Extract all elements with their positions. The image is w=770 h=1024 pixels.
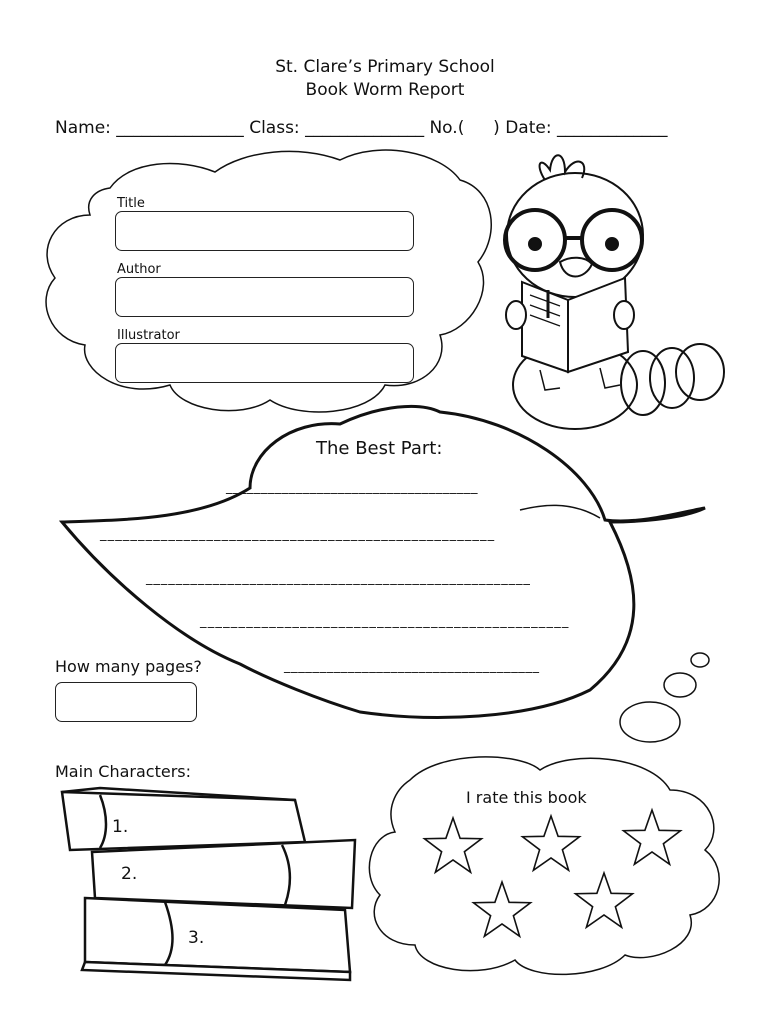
rating-star-4[interactable] bbox=[474, 882, 531, 936]
date-field[interactable]: _____________ bbox=[556, 118, 668, 138]
book-stack bbox=[62, 788, 355, 980]
best-part-line-3[interactable]: ____________________________________________________ bbox=[146, 571, 531, 586]
character-2-number[interactable]: 2. bbox=[121, 864, 138, 884]
author-label: Author bbox=[117, 262, 161, 277]
pages-label: How many pages? bbox=[55, 657, 202, 676]
date-label: Date: bbox=[505, 118, 552, 138]
number-label: No.( bbox=[429, 118, 465, 138]
rating-star-5[interactable] bbox=[576, 873, 633, 927]
best-part-line-5[interactable]: ____________________________________ bbox=[284, 659, 540, 674]
character-3-number[interactable]: 3. bbox=[188, 928, 205, 948]
rating-label: I rate this book bbox=[466, 788, 587, 807]
name-label: Name: bbox=[55, 118, 111, 138]
illustrator-label: Illustrator bbox=[117, 328, 180, 343]
character-1-number[interactable]: 1. bbox=[112, 817, 129, 837]
leaf-stem-vein bbox=[520, 505, 600, 518]
best-part-line-4[interactable]: ________________________________________________ bbox=[200, 614, 570, 629]
title-label: Title bbox=[117, 196, 145, 211]
thought-bubbles bbox=[620, 653, 709, 742]
class-label: Class: bbox=[249, 118, 300, 138]
school-name: St. Clare’s Primary School bbox=[275, 57, 495, 77]
rating-star-2[interactable] bbox=[523, 816, 580, 870]
number-close: ) bbox=[493, 118, 500, 138]
illustrator-input-box[interactable] bbox=[115, 343, 414, 383]
main-characters-heading: Main Characters: bbox=[55, 762, 191, 781]
rating-stars bbox=[425, 810, 681, 936]
bookworm-mascot bbox=[505, 155, 724, 429]
info-line bbox=[55, 118, 667, 138]
best-part-line-2[interactable]: ____________________________________________________ bbox=[100, 527, 496, 542]
rating-star-1[interactable] bbox=[425, 818, 482, 872]
author-input-box[interactable] bbox=[115, 277, 414, 317]
rating-star-3[interactable] bbox=[624, 810, 681, 864]
best-part-line-1[interactable]: ____________________________________ bbox=[226, 480, 478, 495]
class-field[interactable]: ______________ bbox=[305, 118, 425, 138]
pages-input-box[interactable] bbox=[55, 682, 197, 722]
best-part-heading: The Best Part: bbox=[316, 438, 443, 459]
report-title: Book Worm Report bbox=[305, 80, 465, 100]
title-input-box[interactable] bbox=[115, 211, 414, 251]
name-field[interactable]: _______________ bbox=[116, 118, 244, 138]
